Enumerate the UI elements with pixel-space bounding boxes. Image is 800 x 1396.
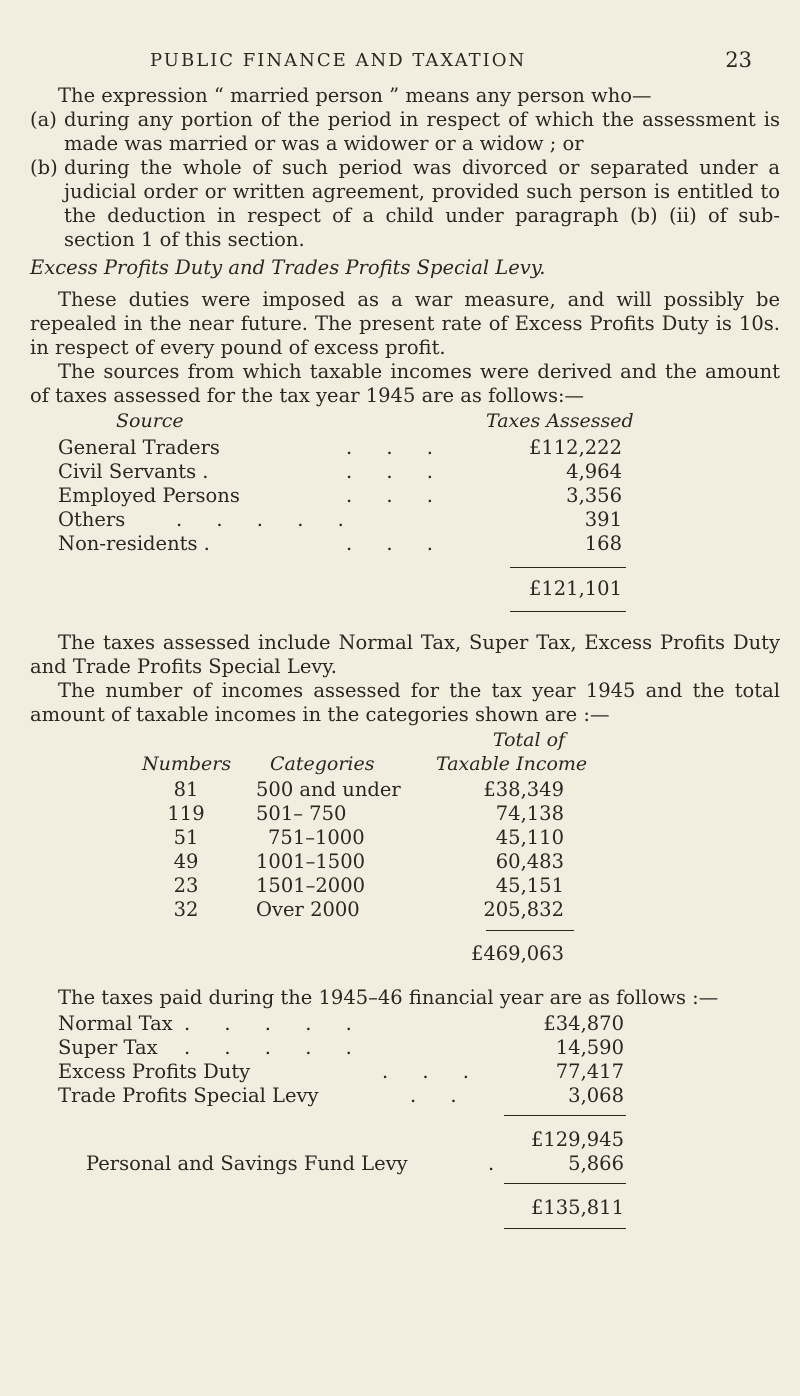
item-a-text: during any portion of the period in respect of which the assessment is made was married or was a widower or a widow ; or [64, 108, 780, 155]
table2-row-income: 205,832 [483, 898, 564, 921]
table2-row-income: 45,110 [495, 826, 564, 849]
table3-rule-3 [504, 1228, 626, 1229]
table1-header-source: Source [116, 410, 184, 432]
running-header [150, 48, 752, 72]
table3-levy-dots: . [488, 1152, 495, 1175]
section-heading: Excess Profits Duty and Trades Profits Special Levy. [30, 256, 546, 279]
table2-row-income: 45,151 [495, 874, 564, 897]
table2-row-number: 49 [173, 850, 199, 873]
table3-rule-1 [504, 1115, 626, 1116]
table1-row-dots: . . . [346, 460, 447, 483]
header-title: PUBLIC FINANCE AND TAXATION [150, 50, 527, 71]
table1-row-dots: . . . [346, 532, 447, 555]
table3-subtotal: £129,945 [530, 1128, 624, 1151]
table2-row-category: 1001–1500 [256, 850, 366, 873]
table3-rule-2 [504, 1183, 626, 1184]
table3-row-label: Trade Profits Special Levy [58, 1084, 319, 1107]
table2-row-number: 32 [173, 898, 199, 921]
table1-row-source: General Traders [58, 436, 220, 459]
table2-header-total-2: Taxable Income [436, 753, 588, 775]
table2-row-category: Over 2000 [256, 898, 360, 921]
table1-row-source: Non-residents . [58, 532, 210, 555]
table3-row-label: Super Tax [58, 1036, 158, 1059]
table1-rule-bottom [510, 611, 626, 612]
table1-row-source: Civil Servants . [58, 460, 209, 483]
table3-row-amount: 14,590 [555, 1036, 624, 1059]
item-b-text: during the whole of such period was divorced or separated under a judicial order or written agreement, provided such person is entitled to the deduction in respect of a child under paragraph (b) (ii) of sub-section 1 of this section. [64, 156, 780, 251]
item-b-label: (b) [30, 156, 58, 179]
table2-row-category: 751–1000 [268, 826, 365, 849]
table2-header-categories: Categories [270, 753, 375, 775]
table2-row-number: 81 [173, 778, 199, 801]
table3-row-dots: . . . [382, 1060, 483, 1083]
table3-row-label: Normal Tax [58, 1012, 173, 1035]
table2-total: £469,063 [470, 942, 564, 965]
table2-row-number: 51 [173, 826, 199, 849]
intro-line: The expression “ married person ” means any person who— [58, 84, 652, 107]
table3-intro: The taxes paid during the 1945–46 financial year are as follows :— [58, 986, 719, 1009]
table2-row-income: 60,483 [495, 850, 564, 873]
table3-row-amount: £34,870 [543, 1012, 624, 1035]
table3-levy-label: Personal and Savings Fund Levy [86, 1152, 408, 1175]
table1-row-amount: £112,222 [528, 436, 622, 459]
table2-row-category: 501– 750 [256, 802, 347, 825]
table2-row-number: 23 [173, 874, 199, 897]
table2-header-numbers: Numbers [142, 753, 232, 775]
table1-row-amount: 4,964 [566, 460, 622, 483]
item-a-label: (a) [30, 108, 57, 131]
section-paragraph-1: These duties were imposed as a war measure, and will possibly be repealed in the near future. The present rate of Excess Profits Duty is 10s. in respect of every pound of excess profit. [30, 288, 780, 359]
table2-row-income: 74,138 [495, 802, 564, 825]
table3-row-dots: . . . . . [184, 1012, 366, 1035]
table1-row-amount: 168 [584, 532, 622, 555]
table1-rule-top [510, 567, 626, 568]
mid-paragraph-2: The number of incomes assessed for the tax year 1945 and the total amount of taxable incomes in the categories shown are :— [30, 679, 780, 726]
table2-rule [486, 930, 574, 931]
table3-row-dots: . . [410, 1084, 471, 1107]
table1-row-source: Others [58, 508, 126, 531]
table1-row-source: Employed Persons [58, 484, 240, 507]
table3-row-label: Excess Profits Duty [58, 1060, 251, 1083]
table3-row-dots: . . . . . [184, 1036, 366, 1059]
table1-total: £121,101 [528, 577, 622, 600]
table3-row-amount: 3,068 [568, 1084, 624, 1107]
page-number: 23 [725, 48, 752, 72]
table1-header-taxes: Taxes Assessed [486, 410, 634, 432]
table1-row-amount: 391 [584, 508, 622, 531]
table3-row-amount: 77,417 [555, 1060, 624, 1083]
table1-row-dots: . . . . . [176, 508, 358, 531]
table2-row-income: £38,349 [483, 778, 564, 801]
table3-levy-amount: 5,866 [568, 1152, 624, 1175]
table2-header-total-1: Total of [492, 729, 566, 751]
section-paragraph-2: The sources from which taxable incomes were derived and the amount of taxes assessed for the tax year 1945 are as follows:— [30, 360, 780, 407]
table2-row-category: 1501–2000 [256, 874, 366, 897]
table2-row-category: 500 and under [256, 778, 401, 801]
table1-row-amount: 3,356 [566, 484, 622, 507]
table2-row-number: 119 [167, 802, 205, 825]
table3-grand-total: £135,811 [530, 1196, 624, 1219]
mid-paragraph-1: The taxes assessed include Normal Tax, Super Tax, Excess Profits Duty and Trade Profits Special Levy. [30, 631, 780, 678]
table1-row-dots: . . . [346, 484, 447, 507]
table1-row-dots: . . . [346, 436, 447, 459]
